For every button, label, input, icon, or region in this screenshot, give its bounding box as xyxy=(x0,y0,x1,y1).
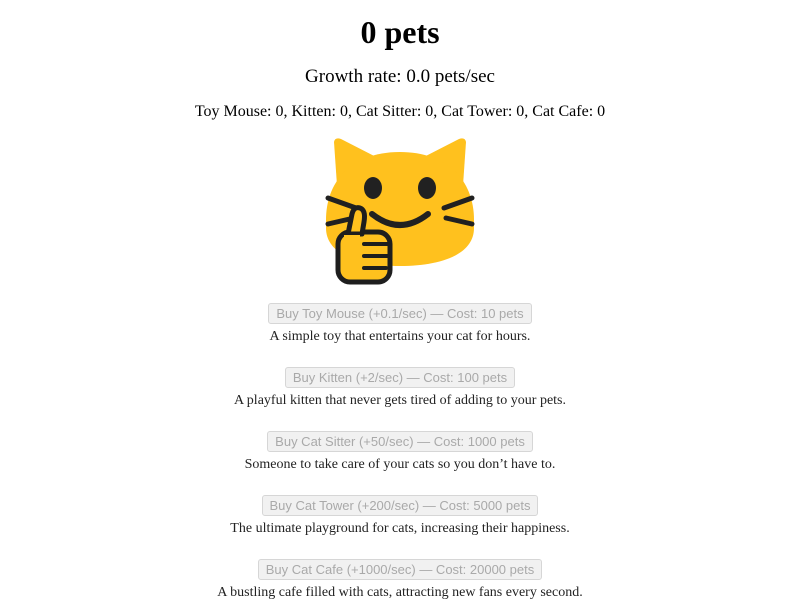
upgrade-description: A playful kitten that never gets tired of adding to your pets. xyxy=(233,393,567,408)
cat-thumbs-up-icon xyxy=(320,132,480,292)
upgrade-description: A simple toy that entertains your cat for hours. xyxy=(269,329,531,344)
upgrade-item-cat-cafe xyxy=(0,559,800,600)
upgrade-description: The ultimate playground for cats, increasing their happiness. xyxy=(230,521,570,536)
buy-toy-mouse-button[interactable]: Buy Toy Mouse (+0.1/sec) — Cost: 10 pets xyxy=(268,303,531,324)
inventory-summary: Toy Mouse: 0, Kitten: 0, Cat Sitter: 0, Cat Tower: 0, Cat Cafe: 0 xyxy=(194,103,606,120)
upgrade-item-cat-tower xyxy=(0,495,800,559)
upgrade-description: Someone to take care of your cats so you don’t have to. xyxy=(244,457,556,472)
pet-count: 0 pets xyxy=(360,14,440,50)
upgrade-item-kitten xyxy=(0,367,800,431)
upgrade-description: A bustling cafe filled with cats, attracting new fans every second. xyxy=(217,585,583,600)
cat-clicker-button[interactable] xyxy=(320,132,480,292)
buy-cat-cafe-button[interactable]: Buy Cat Cafe (+1000/sec) — Cost: 20000 pets xyxy=(258,559,542,580)
growth-rate: Growth rate: 0.0 pets/sec xyxy=(305,66,495,87)
buy-kitten-button[interactable]: Buy Kitten (+2/sec) — Cost: 100 pets xyxy=(285,367,515,388)
cat-left-eye xyxy=(364,177,382,199)
buy-cat-tower-button[interactable]: Buy Cat Tower (+200/sec) — Cost: 5000 pets xyxy=(262,495,539,516)
buy-cat-sitter-button[interactable]: Buy Cat Sitter (+50/sec) — Cost: 1000 pets xyxy=(267,431,533,452)
upgrade-item-toy-mouse xyxy=(0,303,800,367)
cat-right-eye xyxy=(418,177,436,199)
upgrade-list xyxy=(0,303,800,600)
upgrade-item-cat-sitter xyxy=(0,431,800,495)
